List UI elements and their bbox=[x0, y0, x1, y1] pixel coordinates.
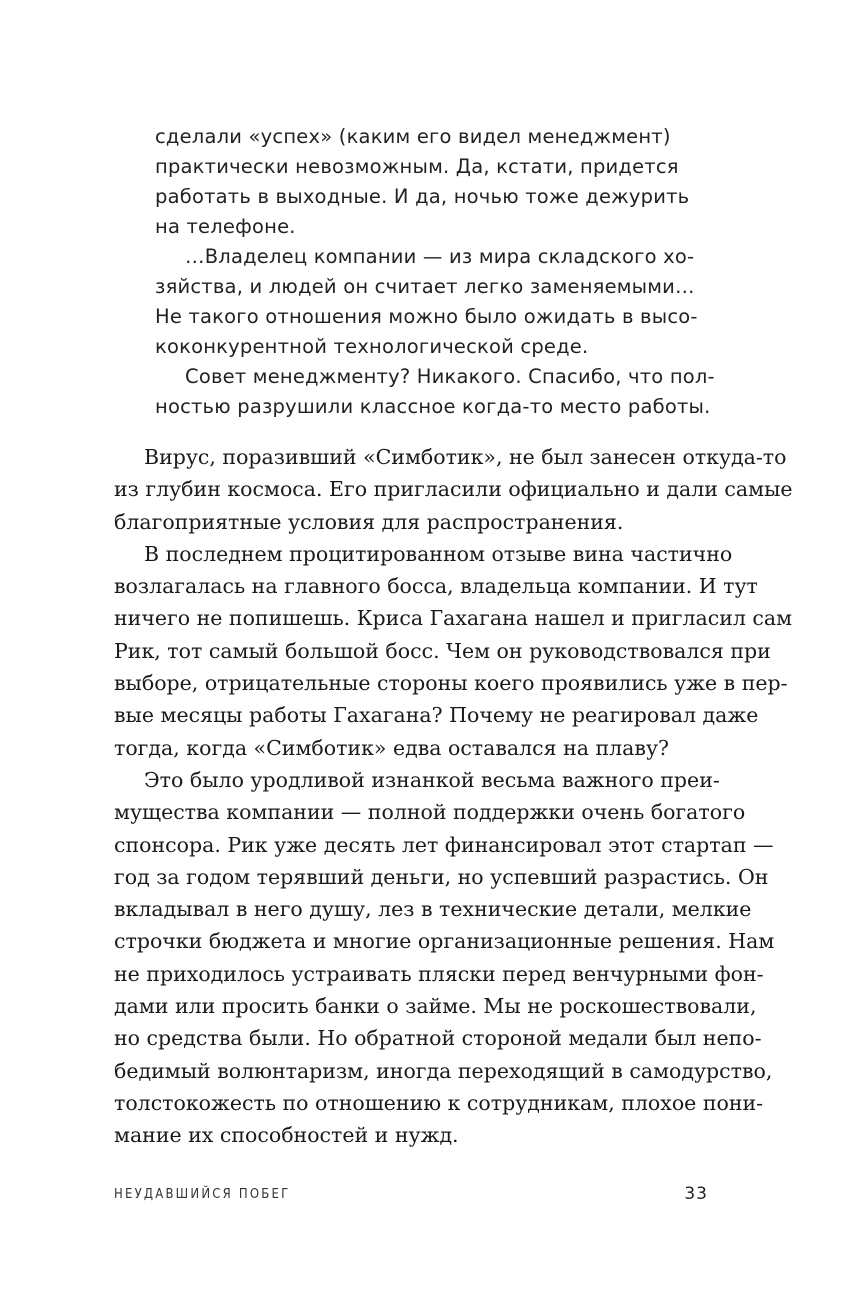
body-line: В последнем процитированном отзыве вина частично bbox=[144, 541, 733, 566]
running-title: НЕУДАВШИЙСЯ ПОБЕГ bbox=[114, 1187, 291, 1202]
quote-line: Совет менеджменту? Никакого. Спасибо, что пол- bbox=[185, 365, 715, 388]
page-number: 33 bbox=[684, 1184, 708, 1204]
body-line: не приходилось устраивать пляски перед венчурными фон- bbox=[114, 961, 764, 986]
body-line: строчки бюджета и многие организационные решения. Нам bbox=[114, 929, 775, 954]
body-line: из глубин космоса. Его пригласили официально и дали самые bbox=[114, 477, 793, 502]
body-line: возлагалась на главного босса, владельца компании. И тут bbox=[114, 574, 758, 599]
quote-line: ностью разрушили классное когда-то место работы. bbox=[155, 395, 711, 418]
body-line: выборе, отрицательные стороны коего проявились уже в пер- bbox=[114, 671, 788, 696]
body-line: Вирус, поразивший «Симботик», не был занесен откуда-то bbox=[144, 445, 787, 469]
quote-line: коконкурентной технологической среде. bbox=[155, 335, 589, 358]
body-line: вые месяцы работы Гахагана? Почему не реагировал даже bbox=[114, 703, 759, 728]
quote-line: Не такого отношения можно было ожидать в высо- bbox=[155, 305, 698, 328]
quote-line: работать в выходные. И да, ночью тоже дежурить bbox=[155, 185, 690, 208]
quote-line: на телефоне. bbox=[155, 215, 296, 238]
body-line: вкладывал в него душу, лез в технические детали, мелкие bbox=[114, 897, 752, 922]
quoted-review bbox=[155, 122, 715, 422]
body-line: но средства были. Но обратной стороной медали был непо- bbox=[114, 1026, 762, 1051]
body-line: Это было уродливой изнанкой весьма важного преи- bbox=[144, 767, 720, 792]
quote-line: …Владелец компании — из мира складского хо- bbox=[185, 245, 695, 268]
body-line: тогда, когда «Симботик» едва оставался на плаву? bbox=[114, 735, 669, 760]
quote-line: сделали «успех» (каким его видел менеджмент) bbox=[155, 125, 671, 148]
body-line: ничего не попишешь. Криса Гахагана нашел и пригласил сам bbox=[114, 606, 793, 631]
body-line: толстокожесть по отношению к сотрудникам, плохое пони- bbox=[114, 1090, 764, 1115]
quote-line: зяйства, и людей он считает легко заменяемыми… bbox=[155, 275, 695, 298]
body-line: год за годом терявший деньги, но успевший разрастись. Он bbox=[114, 864, 769, 889]
body-line: Рик, тот самый большой босс. Чем он руководствовался при bbox=[114, 638, 771, 663]
body-line: дами или просить банки о займе. Мы не роскошествовали, bbox=[114, 994, 757, 1019]
quote-line: практически невозможным. Да, кстати, придется bbox=[155, 155, 679, 178]
body-line: мание их способностей и нужд. bbox=[114, 1123, 459, 1148]
body-line: мущества компании — полной поддержки очень богатого bbox=[114, 800, 746, 825]
body-line: благоприятные условия для распространения. bbox=[114, 509, 624, 534]
body-line: бедимый волюнтаризм, иногда переходящий в самодурство, bbox=[114, 1058, 773, 1083]
body-line: спонсора. Рик уже десять лет финансировал этот стартап — bbox=[114, 832, 774, 857]
main-text bbox=[114, 441, 793, 1152]
